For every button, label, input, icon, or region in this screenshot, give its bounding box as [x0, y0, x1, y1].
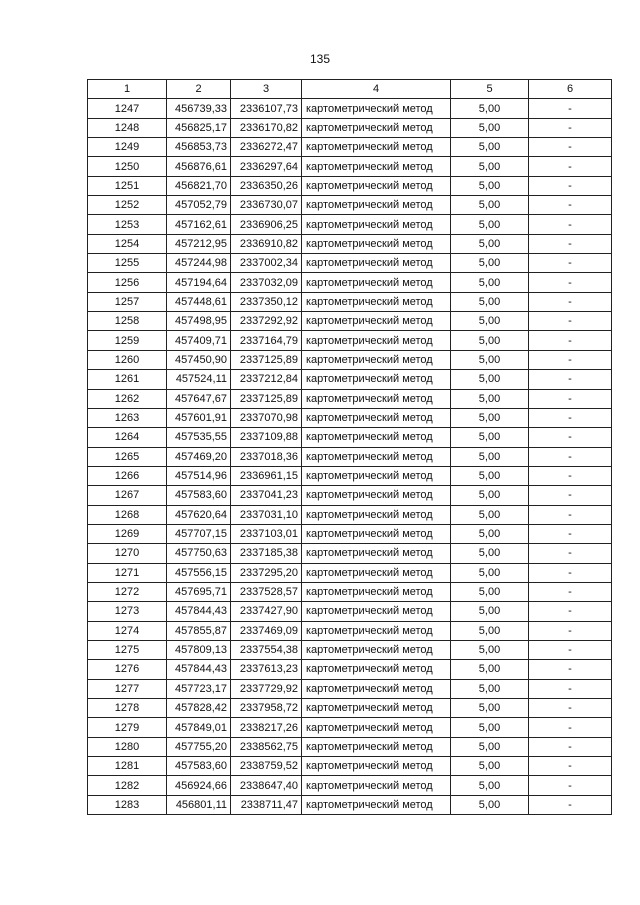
point-number-cell: 1268 [88, 505, 167, 524]
table-row [88, 640, 612, 659]
y-coordinate-cell: 2336730,07 [231, 196, 302, 215]
point-number-cell: 1272 [88, 582, 167, 601]
point-number-cell: 1283 [88, 795, 167, 814]
x-coordinate-cell: 457844,43 [167, 602, 231, 621]
accuracy-cell: 5,00 [451, 582, 529, 601]
x-coordinate-cell: 457849,01 [167, 718, 231, 737]
x-coordinate-cell: 457498,95 [167, 312, 231, 331]
y-coordinate-cell: 2337103,01 [231, 524, 302, 543]
table-row [88, 486, 612, 505]
note-cell: - [529, 215, 612, 234]
method-cell: картометрический метод [302, 273, 451, 292]
note-cell: - [529, 640, 612, 659]
x-coordinate-cell: 456739,33 [167, 99, 231, 118]
accuracy-cell: 5,00 [451, 254, 529, 273]
method-cell: картометрический метод [302, 486, 451, 505]
x-coordinate-cell: 457620,64 [167, 505, 231, 524]
y-coordinate-cell: 2337958,72 [231, 699, 302, 718]
x-coordinate-cell: 457695,71 [167, 582, 231, 601]
y-coordinate-cell: 2337212,84 [231, 370, 302, 389]
y-coordinate-cell: 2337613,23 [231, 660, 302, 679]
point-number-cell: 1267 [88, 486, 167, 505]
note-cell: - [529, 196, 612, 215]
table-row [88, 660, 612, 679]
y-coordinate-cell: 2337469,09 [231, 621, 302, 640]
table-row [88, 602, 612, 621]
y-coordinate-cell: 2336906,25 [231, 215, 302, 234]
note-cell: - [529, 157, 612, 176]
note-cell: - [529, 602, 612, 621]
point-number-cell: 1255 [88, 254, 167, 273]
table-row [88, 428, 612, 447]
x-coordinate-cell: 457212,95 [167, 234, 231, 253]
point-number-cell: 1250 [88, 157, 167, 176]
point-number-cell: 1275 [88, 640, 167, 659]
table-row [88, 718, 612, 737]
x-coordinate-cell: 457755,20 [167, 737, 231, 756]
accuracy-cell: 5,00 [451, 660, 529, 679]
table-row [88, 312, 612, 331]
y-coordinate-cell: 2336350,26 [231, 176, 302, 195]
note-cell: - [529, 370, 612, 389]
method-cell: картометрический метод [302, 737, 451, 756]
accuracy-cell: 5,00 [451, 157, 529, 176]
y-coordinate-cell: 2337125,89 [231, 389, 302, 408]
y-coordinate-cell: 2336910,82 [231, 234, 302, 253]
y-coordinate-cell: 2338562,75 [231, 737, 302, 756]
accuracy-cell: 5,00 [451, 776, 529, 795]
accuracy-cell: 5,00 [451, 331, 529, 350]
point-number-cell: 1277 [88, 679, 167, 698]
note-cell: - [529, 776, 612, 795]
point-number-cell: 1247 [88, 99, 167, 118]
note-cell: - [529, 428, 612, 447]
table-row [88, 621, 612, 640]
x-coordinate-cell: 456801,11 [167, 795, 231, 814]
method-cell: картометрический метод [302, 99, 451, 118]
y-coordinate-cell: 2338647,40 [231, 776, 302, 795]
x-coordinate-cell: 457244,98 [167, 254, 231, 273]
note-cell: - [529, 621, 612, 640]
note-cell: - [529, 660, 612, 679]
point-number-cell: 1274 [88, 621, 167, 640]
note-cell: - [529, 389, 612, 408]
accuracy-cell: 5,00 [451, 428, 529, 447]
table-row [88, 215, 612, 234]
table-row [88, 776, 612, 795]
method-cell: картометрический метод [302, 428, 451, 447]
accuracy-cell: 5,00 [451, 118, 529, 137]
column-header-1: 1 [88, 80, 167, 99]
method-cell: картометрический метод [302, 370, 451, 389]
x-coordinate-cell: 457162,61 [167, 215, 231, 234]
x-coordinate-cell: 456853,73 [167, 138, 231, 157]
note-cell: - [529, 718, 612, 737]
table-row [88, 699, 612, 718]
table-body [88, 99, 612, 815]
note-cell: - [529, 699, 612, 718]
y-coordinate-cell: 2337185,38 [231, 544, 302, 563]
note-cell: - [529, 254, 612, 273]
x-coordinate-cell: 457723,17 [167, 679, 231, 698]
table-row [88, 370, 612, 389]
x-coordinate-cell: 457583,60 [167, 757, 231, 776]
note-cell: - [529, 582, 612, 601]
note-cell: - [529, 679, 612, 698]
y-coordinate-cell: 2336107,73 [231, 99, 302, 118]
point-number-cell: 1269 [88, 524, 167, 543]
method-cell: картометрический метод [302, 138, 451, 157]
accuracy-cell: 5,00 [451, 138, 529, 157]
y-coordinate-cell: 2338711,47 [231, 795, 302, 814]
y-coordinate-cell: 2337002,34 [231, 254, 302, 273]
method-cell: картометрический метод [302, 505, 451, 524]
x-coordinate-cell: 457535,55 [167, 428, 231, 447]
point-number-cell: 1263 [88, 408, 167, 427]
y-coordinate-cell: 2337350,12 [231, 292, 302, 311]
y-coordinate-cell: 2337427,90 [231, 602, 302, 621]
accuracy-cell: 5,00 [451, 447, 529, 466]
note-cell: - [529, 312, 612, 331]
note-cell: - [529, 176, 612, 195]
y-coordinate-cell: 2336961,15 [231, 466, 302, 485]
point-number-cell: 1248 [88, 118, 167, 137]
point-number-cell: 1264 [88, 428, 167, 447]
y-coordinate-cell: 2337164,79 [231, 331, 302, 350]
point-number-cell: 1265 [88, 447, 167, 466]
method-cell: картометрический метод [302, 292, 451, 311]
table-row [88, 273, 612, 292]
method-cell: картометрический метод [302, 234, 451, 253]
point-number-cell: 1260 [88, 350, 167, 369]
accuracy-cell: 5,00 [451, 699, 529, 718]
table-row [88, 447, 612, 466]
point-number-cell: 1280 [88, 737, 167, 756]
header-row [88, 80, 612, 99]
accuracy-cell: 5,00 [451, 273, 529, 292]
table-row [88, 466, 612, 485]
table-row [88, 118, 612, 137]
note-cell: - [529, 563, 612, 582]
note-cell: - [529, 524, 612, 543]
method-cell: картометрический метод [302, 157, 451, 176]
accuracy-cell: 5,00 [451, 350, 529, 369]
note-cell: - [529, 795, 612, 814]
method-cell: картометрический метод [302, 563, 451, 582]
point-number-cell: 1252 [88, 196, 167, 215]
y-coordinate-cell: 2336297,64 [231, 157, 302, 176]
table-row [88, 563, 612, 582]
method-cell: картометрический метод [302, 640, 451, 659]
accuracy-cell: 5,00 [451, 524, 529, 543]
accuracy-cell: 5,00 [451, 486, 529, 505]
point-number-cell: 1281 [88, 757, 167, 776]
accuracy-cell: 5,00 [451, 215, 529, 234]
method-cell: картометрический метод [302, 718, 451, 737]
x-coordinate-cell: 456825,17 [167, 118, 231, 137]
note-cell: - [529, 273, 612, 292]
accuracy-cell: 5,00 [451, 679, 529, 698]
table-row [88, 505, 612, 524]
point-number-cell: 1261 [88, 370, 167, 389]
accuracy-cell: 5,00 [451, 757, 529, 776]
accuracy-cell: 5,00 [451, 176, 529, 195]
y-coordinate-cell: 2337109,88 [231, 428, 302, 447]
method-cell: картометрический метод [302, 350, 451, 369]
table-row [88, 254, 612, 273]
y-coordinate-cell: 2337032,09 [231, 273, 302, 292]
method-cell: картометрический метод [302, 408, 451, 427]
method-cell: картометрический метод [302, 544, 451, 563]
x-coordinate-cell: 457647,67 [167, 389, 231, 408]
method-cell: картометрический метод [302, 176, 451, 195]
accuracy-cell: 5,00 [451, 370, 529, 389]
x-coordinate-cell: 457052,79 [167, 196, 231, 215]
y-coordinate-cell: 2337041,23 [231, 486, 302, 505]
table-row [88, 544, 612, 563]
accuracy-cell: 5,00 [451, 292, 529, 311]
x-coordinate-cell: 457809,13 [167, 640, 231, 659]
accuracy-cell: 5,00 [451, 602, 529, 621]
accuracy-cell: 5,00 [451, 505, 529, 524]
note-cell: - [529, 737, 612, 756]
x-coordinate-cell: 456821,70 [167, 176, 231, 195]
method-cell: картометрический метод [302, 582, 451, 601]
accuracy-cell: 5,00 [451, 389, 529, 408]
y-coordinate-cell: 2336170,82 [231, 118, 302, 137]
point-number-cell: 1253 [88, 215, 167, 234]
x-coordinate-cell: 456876,61 [167, 157, 231, 176]
note-cell: - [529, 234, 612, 253]
note-cell: - [529, 505, 612, 524]
method-cell: картометрический метод [302, 312, 451, 331]
y-coordinate-cell: 2337070,98 [231, 408, 302, 427]
method-cell: картометрический метод [302, 776, 451, 795]
y-coordinate-cell: 2338759,52 [231, 757, 302, 776]
page-number: 135 [309, 52, 331, 66]
x-coordinate-cell: 457601,91 [167, 408, 231, 427]
note-cell: - [529, 466, 612, 485]
method-cell: картометрический метод [302, 254, 451, 273]
point-number-cell: 1271 [88, 563, 167, 582]
accuracy-cell: 5,00 [451, 466, 529, 485]
table-row [88, 99, 612, 118]
y-coordinate-cell: 2337295,20 [231, 563, 302, 582]
column-header-6: 6 [529, 80, 612, 99]
table-row [88, 196, 612, 215]
accuracy-cell: 5,00 [451, 795, 529, 814]
point-number-cell: 1282 [88, 776, 167, 795]
table-row [88, 737, 612, 756]
x-coordinate-cell: 457450,90 [167, 350, 231, 369]
column-header-4: 4 [302, 80, 451, 99]
y-coordinate-cell: 2337292,92 [231, 312, 302, 331]
table-row [88, 757, 612, 776]
coordinates-table [87, 79, 612, 815]
x-coordinate-cell: 457707,15 [167, 524, 231, 543]
x-coordinate-cell: 457828,42 [167, 699, 231, 718]
table-row [88, 524, 612, 543]
table-row [88, 157, 612, 176]
method-cell: картометрический метод [302, 331, 451, 350]
table-row [88, 679, 612, 698]
note-cell: - [529, 757, 612, 776]
y-coordinate-cell: 2336272,47 [231, 138, 302, 157]
note-cell: - [529, 447, 612, 466]
method-cell: картометрический метод [302, 602, 451, 621]
point-number-cell: 1273 [88, 602, 167, 621]
method-cell: картометрический метод [302, 757, 451, 776]
x-coordinate-cell: 457583,60 [167, 486, 231, 505]
table-row [88, 582, 612, 601]
x-coordinate-cell: 457750,63 [167, 544, 231, 563]
point-number-cell: 1249 [88, 138, 167, 157]
table-row [88, 350, 612, 369]
point-number-cell: 1256 [88, 273, 167, 292]
table-row [88, 292, 612, 311]
x-coordinate-cell: 457556,15 [167, 563, 231, 582]
x-coordinate-cell: 457524,11 [167, 370, 231, 389]
method-cell: картометрический метод [302, 118, 451, 137]
table-row [88, 234, 612, 253]
method-cell: картометрический метод [302, 215, 451, 234]
note-cell: - [529, 544, 612, 563]
method-cell: картометрический метод [302, 660, 451, 679]
accuracy-cell: 5,00 [451, 408, 529, 427]
method-cell: картометрический метод [302, 679, 451, 698]
point-number-cell: 1278 [88, 699, 167, 718]
x-coordinate-cell: 457855,87 [167, 621, 231, 640]
note-cell: - [529, 486, 612, 505]
accuracy-cell: 5,00 [451, 737, 529, 756]
table-row [88, 176, 612, 195]
point-number-cell: 1266 [88, 466, 167, 485]
table-row [88, 408, 612, 427]
accuracy-cell: 5,00 [451, 640, 529, 659]
point-number-cell: 1259 [88, 331, 167, 350]
x-coordinate-cell: 456924,66 [167, 776, 231, 795]
method-cell: картометрический метод [302, 466, 451, 485]
point-number-cell: 1279 [88, 718, 167, 737]
point-number-cell: 1251 [88, 176, 167, 195]
method-cell: картометрический метод [302, 196, 451, 215]
table-row [88, 331, 612, 350]
table-row [88, 795, 612, 814]
y-coordinate-cell: 2337729,92 [231, 679, 302, 698]
y-coordinate-cell: 2337018,36 [231, 447, 302, 466]
y-coordinate-cell: 2337125,89 [231, 350, 302, 369]
method-cell: картометрический метод [302, 699, 451, 718]
accuracy-cell: 5,00 [451, 544, 529, 563]
note-cell: - [529, 118, 612, 137]
x-coordinate-cell: 457448,61 [167, 292, 231, 311]
x-coordinate-cell: 457194,64 [167, 273, 231, 292]
y-coordinate-cell: 2337031,10 [231, 505, 302, 524]
accuracy-cell: 5,00 [451, 196, 529, 215]
note-cell: - [529, 350, 612, 369]
note-cell: - [529, 292, 612, 311]
point-number-cell: 1254 [88, 234, 167, 253]
column-header-5: 5 [451, 80, 529, 99]
y-coordinate-cell: 2337554,38 [231, 640, 302, 659]
table-row [88, 389, 612, 408]
point-number-cell: 1258 [88, 312, 167, 331]
note-cell: - [529, 408, 612, 427]
x-coordinate-cell: 457409,71 [167, 331, 231, 350]
point-number-cell: 1262 [88, 389, 167, 408]
method-cell: картометрический метод [302, 795, 451, 814]
accuracy-cell: 5,00 [451, 718, 529, 737]
x-coordinate-cell: 457844,43 [167, 660, 231, 679]
accuracy-cell: 5,00 [451, 234, 529, 253]
table-row [88, 138, 612, 157]
method-cell: картометрический метод [302, 621, 451, 640]
note-cell: - [529, 99, 612, 118]
column-header-2: 2 [167, 80, 231, 99]
y-coordinate-cell: 2337528,57 [231, 582, 302, 601]
accuracy-cell: 5,00 [451, 99, 529, 118]
note-cell: - [529, 331, 612, 350]
x-coordinate-cell: 457469,20 [167, 447, 231, 466]
accuracy-cell: 5,00 [451, 621, 529, 640]
y-coordinate-cell: 2338217,26 [231, 718, 302, 737]
note-cell: - [529, 138, 612, 157]
point-number-cell: 1257 [88, 292, 167, 311]
point-number-cell: 1270 [88, 544, 167, 563]
column-header-3: 3 [231, 80, 302, 99]
method-cell: картометрический метод [302, 524, 451, 543]
method-cell: картометрический метод [302, 447, 451, 466]
method-cell: картометрический метод [302, 389, 451, 408]
accuracy-cell: 5,00 [451, 312, 529, 331]
point-number-cell: 1276 [88, 660, 167, 679]
x-coordinate-cell: 457514,96 [167, 466, 231, 485]
accuracy-cell: 5,00 [451, 563, 529, 582]
